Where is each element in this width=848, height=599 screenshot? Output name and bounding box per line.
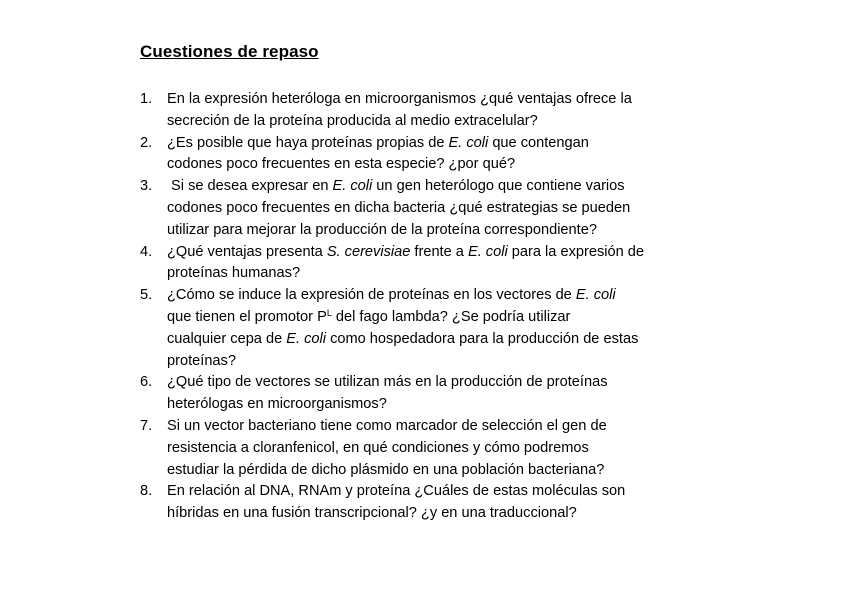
question-3 — [140, 176, 740, 241]
question-8 — [140, 481, 740, 525]
question-number: 6. — [140, 374, 153, 391]
text-segment: Si se desea expresar en — [167, 178, 333, 195]
species-name: E. coli — [467, 243, 508, 260]
question-line — [167, 329, 740, 351]
question-line — [167, 285, 740, 307]
question-number: 2. — [140, 134, 153, 151]
superscript: L — [326, 307, 332, 318]
question-line — [167, 242, 740, 264]
question-5 — [140, 285, 740, 372]
question-line: ¿Qué tipo de vectores se utilizan más en la producción de proteínas — [167, 374, 608, 391]
question-number: 3. — [140, 178, 153, 195]
question-number: 4. — [140, 243, 153, 260]
question-line — [167, 133, 740, 155]
text-segment: ¿Cómo se induce la expresión de proteínas en los vectores de — [167, 287, 576, 304]
question-line — [167, 176, 740, 198]
species-name: E. coli — [575, 287, 616, 304]
species-name: S. cerevisiae — [326, 243, 411, 260]
text-segment: para la expresión de — [507, 243, 645, 260]
question-line: híbridas en una fusión transcripcional? ¿y en una traduccional? — [167, 505, 577, 522]
question-line: codones poco frecuentes en dicha bacteria ¿qué estrategias se pueden — [167, 199, 631, 216]
question-1 — [140, 89, 740, 133]
question-line: proteínas humanas? — [167, 265, 301, 282]
question-line: En la expresión heteróloga en microorganismos ¿qué ventajas ofrece la — [167, 91, 632, 107]
question-7 — [140, 416, 740, 481]
question-line: secreción de la proteína producida al medio extracelular? — [167, 112, 538, 129]
question-line: Si un vector bacteriano tiene como marcador de selección el gen de — [167, 417, 607, 434]
text-segment: un gen heterólogo que contiene varios — [372, 178, 625, 195]
species-name: E. coli — [286, 330, 327, 347]
text-segment: que tienen el promotor P — [167, 308, 327, 325]
text-segment: como hospedadora para la producción de estas — [326, 330, 639, 347]
question-number: 5. — [140, 287, 153, 304]
text-segment: cualquier cepa de — [167, 330, 287, 347]
question-number: 8. — [140, 483, 153, 500]
question-line: utilizar para mejorar la producción de la proteína correspondiente? — [167, 221, 597, 238]
question-2 — [140, 133, 740, 177]
species-name: E. coli — [332, 178, 373, 195]
question-6 — [140, 372, 740, 416]
text-segment: frente a — [410, 243, 468, 260]
question-line: estudiar la pérdida de dicho plásmido en una población bacteriana? — [167, 461, 605, 478]
text-segment: del fago lambda? ¿Se podría utilizar — [331, 308, 571, 325]
question-number: 7. — [140, 417, 153, 434]
question-number: 1. — [140, 91, 153, 107]
text-segment: que contengan — [488, 134, 589, 151]
text-segment: ¿Qué ventajas presenta — [167, 243, 327, 260]
question-line: codones poco frecuentes en esta especie? ¿por qué? — [167, 156, 516, 173]
page-title: Cuestiones de repaso — [140, 42, 319, 61]
text-segment: ¿Es posible que haya proteínas propias de — [167, 134, 449, 151]
question-line: En relación al DNA, RNAm y proteína ¿Cuáles de estas moléculas son — [167, 483, 626, 500]
species-name: E. coli — [448, 134, 489, 151]
question-line — [167, 307, 740, 329]
question-line: heterólogas en microorganismos? — [167, 396, 387, 413]
question-4 — [140, 242, 740, 286]
questions-list — [140, 89, 740, 525]
question-line: resistencia a cloranfenicol, en qué condiciones y cómo podremos — [167, 439, 589, 456]
question-line: proteínas? — [167, 352, 236, 369]
